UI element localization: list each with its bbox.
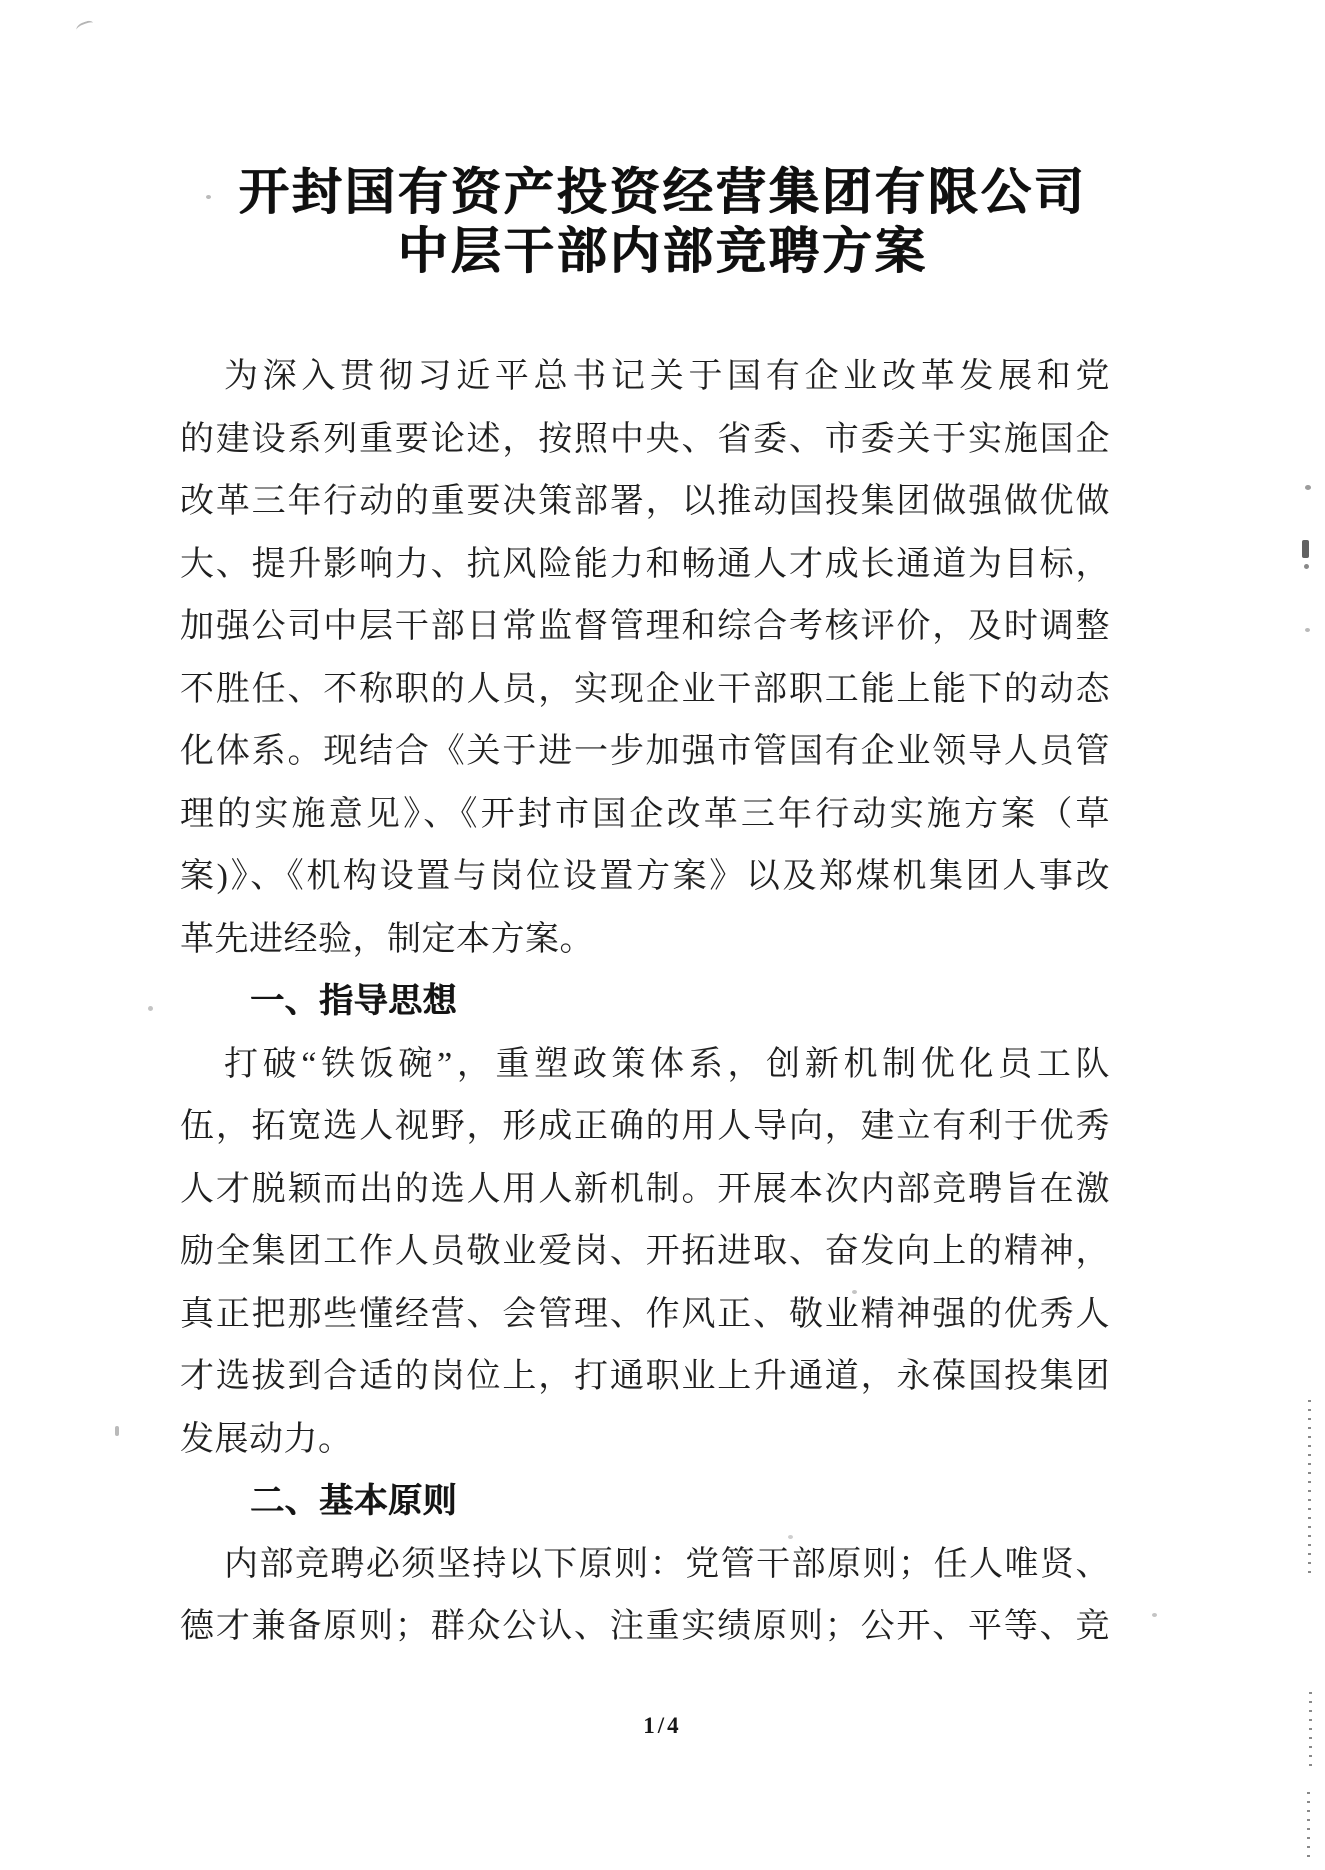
- text-line: 大、提升影响力、抗风险能力和畅通人才成长通道为目标，: [180, 545, 1110, 583]
- scan-speck: [1304, 564, 1309, 569]
- text-line: 的建设系列重要论述，按照中央、省委、市委关于实施国企: [180, 420, 1110, 458]
- text-line: 加强公司中层干部日常监督管理和综合考核评价，及时调整: [180, 608, 1110, 645]
- text-line: 化体系。现结合《关于进一步加强市管国有企业领导人员管: [180, 733, 1110, 770]
- scan-speck: [1302, 540, 1309, 558]
- text-line: 案)》、《机构设置与岗位设置方案》以及郑煤机集团人事改: [180, 858, 1110, 895]
- scan-speck: [1152, 1613, 1157, 1617]
- scan-noise-column: [1307, 1792, 1310, 1862]
- text-line: 才选拔到合适的岗位上，打通职业上升通道，永葆国投集团: [180, 1358, 1110, 1395]
- text-line: 打破“铁饭碗”，重塑政策体系，创新机制优化员工队: [224, 1045, 1110, 1083]
- scan-noise-column: [1308, 1400, 1311, 1575]
- text-line: 真正把那些懂经营、会管理、作风正、敬业精神强的优秀人: [180, 1295, 1110, 1333]
- section-heading: 二、基本原则: [250, 1483, 457, 1520]
- scan-speck: [1305, 485, 1311, 490]
- text-line: 内部竞聘必须坚持以下原则：党管干部原则；任人唯贤、: [224, 1545, 1110, 1583]
- scan-speck: [115, 1426, 119, 1436]
- text-line: 改革三年行动的重要决策部署，以推动国投集团做强做优做: [180, 483, 1110, 520]
- document-title: [0, 163, 1325, 281]
- document-title-line2: 中层干部内部竞聘方案: [397, 223, 928, 279]
- text-line: 发展动力。: [180, 1420, 353, 1458]
- document-title-line1: 开封国有资产投资经营集团有限公司: [238, 164, 1087, 220]
- document-body: [180, 346, 1110, 1659]
- text-line: 革先进经验，制定本方案。: [180, 920, 594, 958]
- scan-noise-column: [1309, 1692, 1312, 1767]
- text-line: 伍，拓宽选人视野，形成正确的用人导向，建立有利于优秀: [180, 1108, 1110, 1145]
- text-line: 不胜任、不称职的人员，实现企业干部职工能上能下的动态: [180, 670, 1110, 708]
- page-number: 1/4: [643, 1713, 682, 1738]
- text-line: 德才兼备原则；群众公认、注重实绩原则；公开、平等、竞: [180, 1608, 1110, 1645]
- text-line: 理的实施意见》、《开封市国企改革三年行动实施方案（草: [180, 795, 1110, 833]
- text-line: 励全集团工作人员敬业爱岗、开拓进取、奋发向上的精神，: [180, 1233, 1110, 1270]
- scan-speck: [852, 1290, 857, 1294]
- scan-speck: [788, 1535, 793, 1539]
- section-heading: 一、指导思想: [250, 983, 457, 1020]
- scan-speck: [148, 1006, 153, 1011]
- text-line: 人才脱颖而出的选人用人新机制。开展本次内部竞聘旨在激: [180, 1170, 1110, 1208]
- scan-smudge: [75, 19, 95, 34]
- scan-speck: [1305, 628, 1310, 632]
- scan-speck: [206, 195, 211, 199]
- text-line: 为深入贯彻习近平总书记关于国有企业改革发展和党: [224, 358, 1110, 395]
